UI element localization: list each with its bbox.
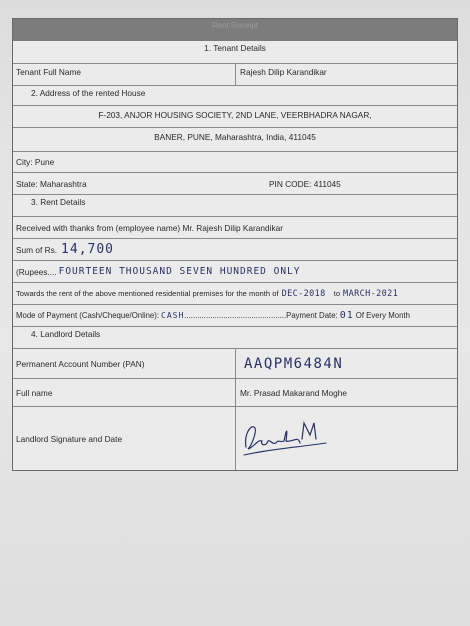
rent-receipt-form [12,18,458,471]
pan-row [13,348,457,378]
received-from-text: Received with thanks from (employee name) Mr. Rajesh Dilip Karandikar [16,222,283,233]
payment-date-value: 01 [339,310,354,321]
section-landlord-details: 4. Landlord Details [13,326,457,348]
sum-row [13,238,457,260]
tenant-name-value: Rajesh Dilip Karandikar [240,67,327,77]
landlord-signature [237,407,457,470]
towards-label: Towards the rent of the above mentioned residential premises for the month of [16,289,279,298]
payment-date-label: Payment Date: [286,311,338,320]
section-address: 2. Address of the rented House [13,85,457,105]
received-row [13,216,457,238]
landlord-name-label: Full name [16,387,53,398]
payment-mode-row [13,304,457,326]
tenant-name-label: Tenant Full Name [16,67,82,77]
mode-label: Mode of Payment (Cash/Cheque/Online): [16,311,160,320]
section-rent-details: 3. Rent Details [13,194,457,216]
towards-row [13,282,457,304]
city-row [13,151,457,172]
address-line-1: F-203, ANJOR HOUSING SOCIETY, 2ND LANE, VEERBHADRA NAGAR, [13,105,457,127]
to-month: MARCH-2021 [343,288,399,299]
signature-label: Landlord Signature and Date [16,433,123,444]
rupees-in-words: FOURTEEN THOUSAND SEVEN HUNDRED ONLY [58,266,301,277]
to-label: to [333,289,341,298]
from-month: DEC-2018 [281,288,326,299]
section-tenant-details: 1. Tenant Details [204,43,266,53]
sum-label: Sum of Rs. [16,244,58,255]
address-line-2: BANER, PUNE, Maharashtra, India, 411045 [13,127,457,151]
tenant-name-row [13,63,457,85]
payment-date-suffix: Of Every Month [355,311,410,320]
state-pin-row [13,172,457,194]
rupees-label: (Rupees.... [16,266,57,277]
landlord-name-value: Mr. Prasad Makarand Moghe [240,387,347,398]
city-value: City: Pune [16,157,55,167]
mode-value: CASH [161,311,185,320]
pan-label: Permanent Account Number (PAN) [16,358,145,369]
signature-image [240,417,340,461]
signature-row [13,406,457,470]
landlord-name-row [13,378,457,406]
rupees-row [13,260,457,282]
sum-amount: 14,700 [61,242,115,257]
receipt-header: Rent Receipt [13,19,457,41]
pan-value: AAQPM6484N [244,355,344,372]
mode-dots: ............................................... [184,311,287,320]
state-value: State: Maharashtra [16,178,87,189]
pin-code-value: PIN CODE: 411045 [269,178,341,189]
